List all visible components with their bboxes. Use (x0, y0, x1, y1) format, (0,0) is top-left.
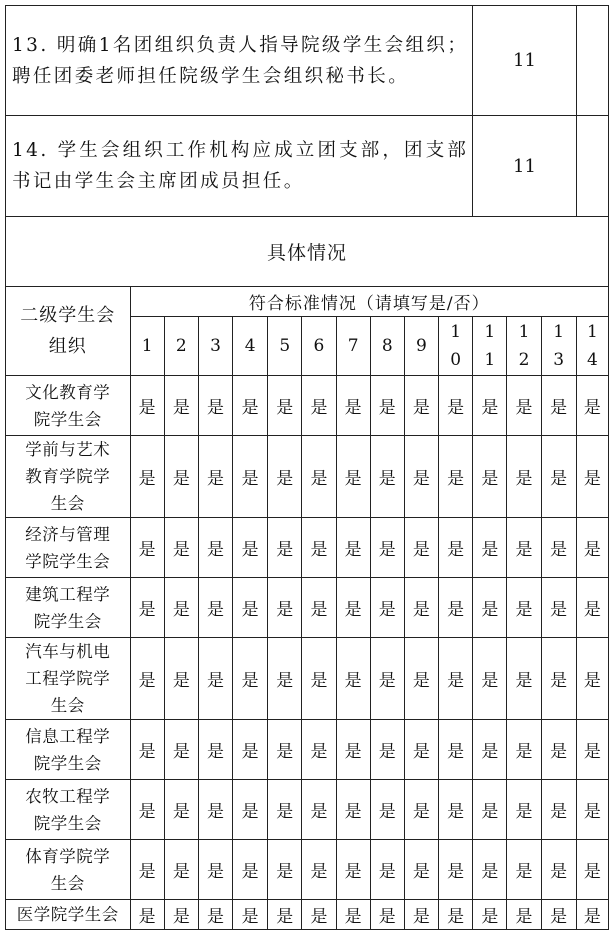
compliance-cell: 是 (541, 638, 576, 720)
org-name: 建筑工程学院学生会 (6, 578, 131, 638)
compliance-cell: 是 (268, 376, 302, 436)
org-name: 医学院学生会 (6, 900, 131, 930)
criterion-number-6: 6 (302, 317, 336, 376)
compliance-cell: 是 (164, 518, 198, 578)
criterion-number-4: 4 (233, 317, 268, 376)
compliance-cell: 是 (507, 376, 541, 436)
compliance-cell: 是 (473, 376, 507, 436)
compliance-cell: 是 (130, 376, 164, 436)
compliance-cell: 是 (576, 900, 608, 930)
compliance-cell: 是 (130, 578, 164, 638)
compliance-cell: 是 (473, 900, 507, 930)
table-row (6, 720, 609, 780)
compliance-cell: 是 (268, 900, 302, 930)
compliance-cell: 是 (404, 376, 438, 436)
compliance-cell: 是 (541, 780, 576, 840)
table-row (6, 900, 609, 930)
compliance-cell: 是 (198, 638, 232, 720)
compliance-cell: 是 (336, 638, 370, 720)
compliance-cell: 是 (164, 900, 198, 930)
compliance-cell: 是 (268, 840, 302, 900)
compliance-cell: 是 (473, 436, 507, 518)
compliance-cell: 是 (198, 900, 232, 930)
org-name: 文化教育学院学生会 (6, 376, 131, 436)
compliance-cell: 是 (302, 578, 336, 638)
compliance-cell: 是 (198, 436, 232, 518)
compliance-cell: 是 (302, 518, 336, 578)
compliance-cell: 是 (233, 376, 268, 436)
compliance-cell: 是 (576, 840, 608, 900)
compliance-cell: 是 (370, 720, 404, 780)
compliance-cell: 是 (439, 518, 473, 578)
compliance-cell: 是 (541, 578, 576, 638)
compliance-cell: 是 (473, 720, 507, 780)
compliance-cell: 是 (404, 720, 438, 780)
compliance-cell: 是 (164, 780, 198, 840)
compliance-cell: 是 (576, 376, 608, 436)
org-name: 信息工程学院学生会 (6, 720, 131, 780)
requirement-blank-cell (576, 6, 608, 116)
criterion-number-12: 1 2 (507, 317, 541, 376)
compliance-cell: 是 (541, 840, 576, 900)
compliance-cell: 是 (541, 436, 576, 518)
standard-header: 符合标准情况（请填写是/否） (130, 287, 608, 317)
criterion-number-3: 3 (198, 317, 232, 376)
table-row (6, 780, 609, 840)
org-name: 农牧工程学院学生会 (6, 780, 131, 840)
compliance-cell: 是 (370, 780, 404, 840)
org-name: 学前与艺术教育学院学生会 (6, 436, 131, 518)
compliance-cell: 是 (268, 780, 302, 840)
compliance-cell: 是 (233, 900, 268, 930)
criterion-number-7: 7 (336, 317, 370, 376)
compliance-cell: 是 (130, 840, 164, 900)
criterion-number-13: 1 3 (541, 317, 576, 376)
criterion-number-9: 9 (404, 317, 438, 376)
compliance-cell: 是 (507, 840, 541, 900)
compliance-cell: 是 (576, 638, 608, 720)
criterion-number-10: 1 0 (439, 317, 473, 376)
requirement-blank-cell (576, 116, 608, 217)
compliance-cell: 是 (370, 900, 404, 930)
compliance-cell: 是 (439, 900, 473, 930)
compliance-cell: 是 (130, 638, 164, 720)
criterion-number-1: 1 (130, 317, 164, 376)
compliance-cell: 是 (233, 578, 268, 638)
compliance-cell: 是 (370, 578, 404, 638)
compliance-cell: 是 (507, 436, 541, 518)
compliance-cell: 是 (233, 638, 268, 720)
compliance-cell: 是 (302, 900, 336, 930)
compliance-cell: 是 (268, 578, 302, 638)
compliance-cell: 是 (370, 840, 404, 900)
compliance-cell: 是 (404, 518, 438, 578)
compliance-cell: 是 (370, 518, 404, 578)
compliance-cell: 是 (164, 578, 198, 638)
compliance-cell: 是 (507, 518, 541, 578)
compliance-cell: 是 (439, 638, 473, 720)
compliance-cell: 是 (439, 840, 473, 900)
compliance-cell: 是 (302, 436, 336, 518)
compliance-cell: 是 (473, 840, 507, 900)
requirement-text: 13. 明确1名团组织负责人指导院级学生会组织；聘任团委老师担任院级学生会组织秘书长。 (6, 6, 473, 116)
section-title: 具体情况 (6, 217, 609, 287)
compliance-cell: 是 (439, 436, 473, 518)
table-row (6, 638, 609, 720)
compliance-cell: 是 (439, 780, 473, 840)
compliance-cell: 是 (541, 518, 576, 578)
compliance-cell: 是 (404, 578, 438, 638)
header-row (6, 287, 609, 317)
org-name: 经济与管理学院学生会 (6, 518, 131, 578)
assessment-table (5, 5, 609, 930)
compliance-cell: 是 (473, 638, 507, 720)
compliance-cell: 是 (404, 840, 438, 900)
org-name: 汽车与机电工程学院学生会 (6, 638, 131, 720)
table-row (6, 376, 609, 436)
compliance-cell: 是 (541, 720, 576, 780)
compliance-cell: 是 (473, 780, 507, 840)
compliance-cell: 是 (198, 780, 232, 840)
compliance-cell: 是 (302, 638, 336, 720)
compliance-cell: 是 (336, 720, 370, 780)
compliance-cell: 是 (164, 638, 198, 720)
compliance-cell: 是 (507, 780, 541, 840)
requirement-text: 14. 学生会组织工作机构应成立团支部，团支部书记由学生会主席团成员担任。 (6, 116, 473, 217)
table-row (6, 518, 609, 578)
table-row (6, 840, 609, 900)
compliance-cell: 是 (198, 376, 232, 436)
compliance-cell: 是 (336, 840, 370, 900)
compliance-cell: 是 (336, 436, 370, 518)
compliance-cell: 是 (164, 376, 198, 436)
compliance-cell: 是 (302, 376, 336, 436)
compliance-cell: 是 (404, 900, 438, 930)
compliance-cell: 是 (576, 578, 608, 638)
compliance-cell: 是 (233, 720, 268, 780)
compliance-cell: 是 (576, 720, 608, 780)
requirement-score: 11 (473, 116, 576, 217)
requirement-score: 11 (473, 6, 576, 116)
compliance-cell: 是 (130, 436, 164, 518)
compliance-cell: 是 (439, 578, 473, 638)
compliance-cell: 是 (370, 436, 404, 518)
compliance-cell: 是 (302, 840, 336, 900)
compliance-cell: 是 (164, 720, 198, 780)
compliance-cell: 是 (404, 638, 438, 720)
compliance-cell: 是 (541, 376, 576, 436)
compliance-cell: 是 (130, 518, 164, 578)
compliance-cell: 是 (439, 720, 473, 780)
compliance-cell: 是 (268, 720, 302, 780)
compliance-cell: 是 (370, 376, 404, 436)
org-column-header: 二级学生会组织 (6, 287, 131, 376)
compliance-cell: 是 (130, 780, 164, 840)
criterion-number-11: 1 1 (473, 317, 507, 376)
compliance-cell: 是 (233, 840, 268, 900)
compliance-cell: 是 (198, 578, 232, 638)
compliance-cell: 是 (576, 518, 608, 578)
compliance-cell: 是 (576, 436, 608, 518)
compliance-cell: 是 (233, 436, 268, 518)
compliance-cell: 是 (233, 518, 268, 578)
compliance-cell: 是 (507, 720, 541, 780)
compliance-cell: 是 (198, 518, 232, 578)
compliance-cell: 是 (336, 780, 370, 840)
criterion-number-8: 8 (370, 317, 404, 376)
org-name: 体育学院学生会 (6, 840, 131, 900)
compliance-cell: 是 (336, 518, 370, 578)
compliance-cell: 是 (198, 720, 232, 780)
compliance-cell: 是 (233, 780, 268, 840)
compliance-cell: 是 (404, 780, 438, 840)
compliance-cell: 是 (439, 376, 473, 436)
section-title-row (6, 217, 609, 287)
compliance-cell: 是 (507, 578, 541, 638)
criterion-number-2: 2 (164, 317, 198, 376)
compliance-cell: 是 (198, 840, 232, 900)
criterion-number-14: 1 4 (576, 317, 608, 376)
compliance-cell: 是 (164, 436, 198, 518)
compliance-cell: 是 (576, 780, 608, 840)
table-row (6, 578, 609, 638)
compliance-cell: 是 (336, 900, 370, 930)
compliance-cell: 是 (268, 638, 302, 720)
requirement-row (6, 6, 609, 116)
criterion-number-5: 5 (268, 317, 302, 376)
compliance-cell: 是 (130, 900, 164, 930)
compliance-cell: 是 (370, 638, 404, 720)
compliance-cell: 是 (164, 840, 198, 900)
compliance-cell: 是 (336, 376, 370, 436)
compliance-cell: 是 (507, 900, 541, 930)
compliance-cell: 是 (473, 518, 507, 578)
compliance-cell: 是 (336, 578, 370, 638)
compliance-cell: 是 (302, 780, 336, 840)
compliance-cell: 是 (473, 578, 507, 638)
compliance-cell: 是 (507, 638, 541, 720)
compliance-cell: 是 (268, 436, 302, 518)
requirement-row (6, 116, 609, 217)
compliance-cell: 是 (541, 900, 576, 930)
compliance-cell: 是 (404, 436, 438, 518)
compliance-cell: 是 (302, 720, 336, 780)
compliance-cell: 是 (268, 518, 302, 578)
table-row (6, 436, 609, 518)
compliance-cell: 是 (130, 720, 164, 780)
